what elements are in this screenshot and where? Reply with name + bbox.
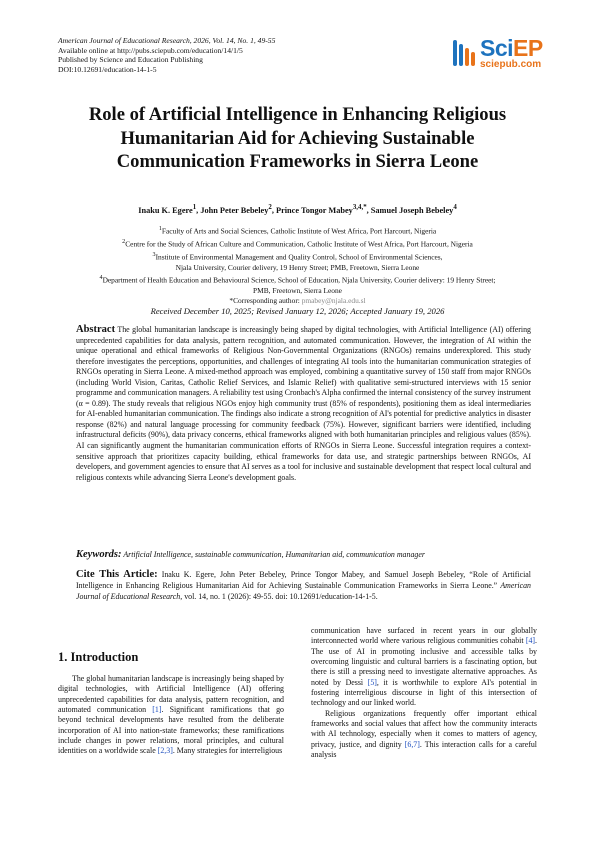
citation-link[interactable]: [6,7] (404, 739, 420, 749)
author-sup: 4 (453, 204, 457, 211)
author-name: Prince Tongor Mabey (276, 205, 353, 215)
online-url-line[interactable]: Available online at http://pubs.sciepub.com/education/14/1/5 (58, 45, 243, 55)
abstract-text: The global humanitarian landscape is increasingly being shaped by digital technologies, with Artificial Intelligence (AI) offering unprecedented capabilities for data analysis, pattern recognition, and automated communication. However, the integration of AI within the unique operational and ethical frameworks of Religious Non-Governmental Organizations (RNGOs) remains underexplored. This study therefore investigates the perceptions, opportunities, and challenges of integrating AI tools into the humanitarian communication strategies of RNGOs operating in Sierra Leone. A mixed-method approach was employed, combining a quantitative survey of 150 staff from major RNGOs (including World Vision, Caritas, Catholic Relief Services, and Islamic Relief) with qualitative semi-structured interviews with 15 senior programme and communication managers. A reliability test using Cronbach's Alpha confirmed the internal consistency of the survey instrument (α = 0.89). The study reveals that religious NGOs enjoy high community trust (85% of respondents), positioning them as ideal intermediaries for AI-enabled humanitarian communication. The findings also indicate a strong recognition of AI's potential for predictive analytics in disaster response (82%) and natural language processing for community feedback (75%). However, significant barriers were identified, including infrastructural deficits (90%), data privacy concerns, ethical frameworks aligned with both humanitarian principles and religious values (85%). AI can significantly augment the humanitarian communication efforts of RNGOs in Sierra Leone. Successful integration requires a context-sensitive approach that prioritizes capacity building, ethical frameworks for data use, and strategic partnerships between RNGOs, AI developers, and government agencies to ensure that AI serves as a tool for inclusive and sustainable development that respect local cultural and religious contexts while advancing Sierra Leone's development goals. (76, 325, 531, 482)
paragraph: communication have surfaced in recent years in our globally interconnected world where various religious communities cohabit [4]. The use of AI in promoting inclusive and accessible talks by overcoming linguistic and cultural barriers is a fascinating option, but there is still a pressing need to investigate alternative approaches. As noted by Dessì [5], it is worthwhile to explore AI's potential in fostering interreligious discourse in light of this intersection of technology and our linked world. (311, 626, 537, 708)
citation-link[interactable]: [1] (152, 705, 162, 715)
corresponding-author: *Corresponding author: pmabey@njala.edu.sl (229, 296, 366, 306)
sciep-logo-name: SciEP (480, 35, 543, 61)
body-column-right (311, 626, 537, 760)
journal-citation-line: American Journal of Educational Research, 2026, Vol. 14, No. 1, 49-55 (58, 36, 276, 45)
citation-link[interactable]: [4] (525, 636, 536, 646)
running-header (58, 36, 458, 74)
author-sup: 3,4,* (352, 204, 367, 211)
affiliation-line: $^1$Faculty of Arts and Social Sciences, Catholic Institute of West Africa, Port Harcourt, Nigeria (158, 226, 437, 236)
author-list: Inaku K. Egere$^1$, John Peter Bebeley$^2$, Prince Tongor Mabey$^{3,4,*}$, Samuel Joseph Bebeley$^4$ (138, 204, 457, 215)
cite-this-article (76, 570, 531, 603)
author-sup: 2 (268, 204, 272, 211)
cite-text-end: , vol. 14, no. 1 (2026): 49-55. doi: 10.12691/education-14-1-5. (180, 591, 378, 601)
cite-text: Inaku K. Egere, John Peter Bebeley, Prince Tongor Mabey, and Samuel Joseph Bebeley, “Role of Artificial Intelligence in Enhancing Religious Humanitarian Aid for Achieving Sustainable Communication Frameworks in Sierra Leone.” (76, 570, 531, 590)
abstract (76, 325, 531, 483)
title-line: Communication Frameworks in Sierra Leone (116, 151, 479, 172)
affiliation-line: $^4$Department of Health Education and Behavioural Science, School of Education, Njala University, Courier delivery: 19 Henry Street; (99, 275, 496, 285)
citation-link[interactable]: [2,3] (157, 746, 173, 756)
abstract-label: Abstract (76, 324, 116, 335)
citation-link[interactable]: [5] (367, 677, 377, 687)
author-name: John Peter Bebeley (200, 205, 269, 215)
author-name: Inaku K. Egere (138, 205, 193, 215)
paragraph: Religious organizations frequently offer important ethical frameworks and social values that affect how the community interacts with AI technology, especially when it comes to matters of agency, privacy, justice, and dignity [6,7]. This interaction calls for a careful analysis (311, 708, 537, 760)
affiliation-line: PMB, Freetown, Sierra Leone (253, 285, 342, 295)
keywords-text: Artificial Intelligence, sustainable communication, Humanitarian aid, communication manager (123, 550, 425, 559)
author-name: Samuel Joseph Bebeley (370, 205, 454, 215)
keywords (76, 549, 531, 560)
article-title (58, 103, 537, 174)
keywords-label: Keywords: (76, 549, 122, 560)
affiliation-line: $^3$Institute of Environmental Management and Quality Control, School of Environmental Sciences, (152, 251, 443, 262)
title-line: Humanitarian Aid for Achieving Sustainable (120, 127, 475, 149)
doi-line: DOI:10.12691/education-14-1-5 (58, 64, 157, 74)
publisher-line: Published by Science and Education Publishing (58, 55, 203, 65)
sciep-logo-url: sciepub.com (480, 59, 542, 70)
sciep-logo-mark-icon (452, 38, 476, 68)
paragraph: The global humanitarian landscape is increasingly being shaped by digital technologies, with Artificial Intelligence (AI) offering unprecedented capabilities for data analysis, pattern recognition, and automated communication [1]. Significant ramifications that go beyond technical developments have resulted from the deliberate incorporation of AI into nation-state frameworks; these ramifications include changes in power relations, moral principles, and cultural identities on a worldwide scale [2,3]. Many strategies for interreligious (58, 674, 284, 756)
cite-label: Cite This Article: (76, 569, 158, 580)
article-dates: Received December 10, 2025; Revised January 12, 2026; Accepted January 19, 2026 (150, 306, 445, 316)
author-sup: 1 (192, 204, 197, 211)
corresponding-email-link[interactable]: pmabey@njala.edu.sl (301, 296, 366, 306)
sciep-logo[interactable] (452, 35, 543, 74)
cite-journal: American Journal of Educational Research (76, 580, 531, 601)
body-column-left (58, 674, 284, 757)
affiliation-line: Njala University, Courier delivery, 19 Henry Street; PMB, Freetown, Sierra Leone (175, 262, 420, 272)
title-line: Role of Artificial Intelligence in Enhancing Religious (88, 104, 507, 125)
section-title: 1. Introduction (58, 650, 139, 664)
affiliations (30, 224, 565, 307)
affiliation-line: $^2$Centre for the Study of African Culture and Communication, Catholic Institute of West Africa, Port Harcourt, Nigeria (122, 238, 473, 249)
